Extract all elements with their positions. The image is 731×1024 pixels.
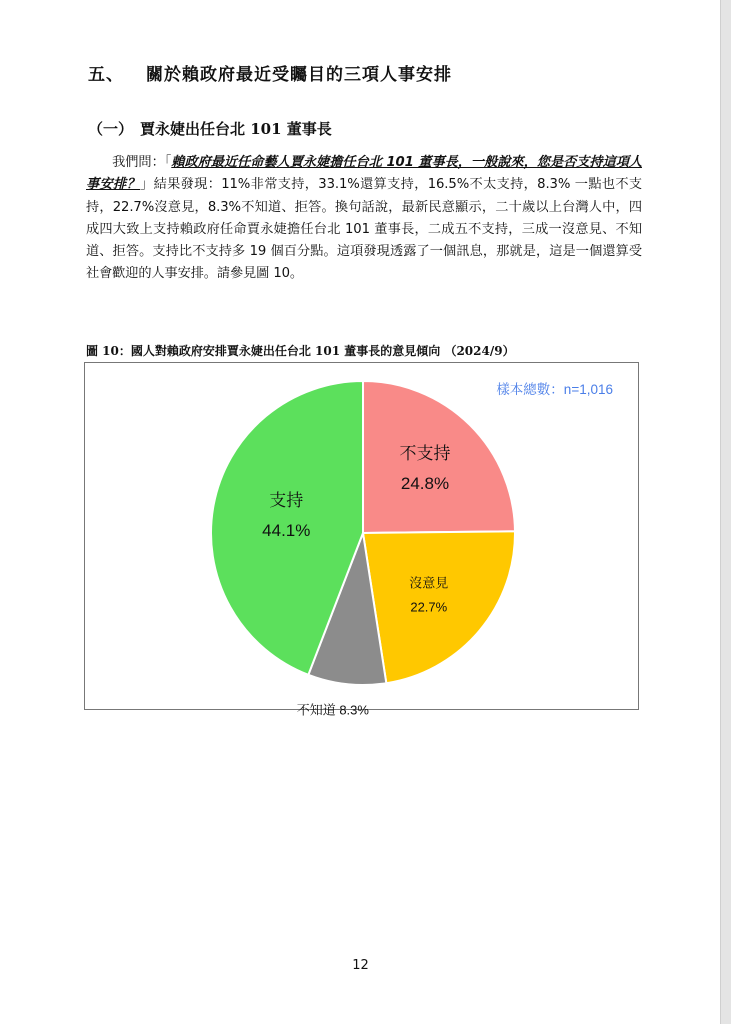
chart-frame <box>84 362 639 718</box>
slice-label-4: 支持 <box>269 490 304 510</box>
slice-value-2: 22.7% <box>410 599 448 615</box>
section-heading <box>88 60 452 85</box>
section-number: 五、 <box>88 65 124 85</box>
slice-label-2: 沒意見 <box>409 575 449 591</box>
page-edge <box>720 0 731 1024</box>
survey-question: 賴政府最近任命藝人賈永婕擔任台北 101 董事長，一般說來，您是否支持這項人事安排？ <box>86 155 642 193</box>
subsection-heading <box>88 118 332 139</box>
slice-label-1: 不支持 <box>399 443 451 463</box>
subsection-title: 賈永婕出任台北 101 董事長 <box>140 120 332 138</box>
paragraph-lead: 我們問：「 <box>112 155 172 170</box>
page-number: 12 <box>352 958 369 973</box>
figure-caption: 圖 10：國人對賴政府安排賈永婕出任台北 101 董事長的意見傾向 （2024/9） <box>86 344 515 358</box>
slice-label-3: 不知道 8.3% <box>296 702 369 718</box>
paragraph-body: 」結果發現：11%非常支持，33.1%還算支持，16.5%不太支持，8.3% 一點也不支持，22.7%沒意見，8.3%不知道、拒答。換句話說，最新民意顯示，二十歲以上台灣人中，四成四大致上支持賴政府任命賈永婕擔任台北 101 董事長，二成五不支持，三成一沒意見、不知道、拒答。支持比不支持多 19 個百分點。這項發現透露了一個訊息，那就是，這是一個還算受社會歡迎的人事安排。請參見圖 10。 <box>86 177 642 282</box>
subsection-number: （一） <box>88 120 134 138</box>
slice-value-1: 24.8% <box>400 473 450 493</box>
pie-chart <box>85 363 638 718</box>
sample-size-label: 樣本總數：n=1,016 <box>496 382 613 397</box>
body-paragraph <box>86 152 642 286</box>
section-title: 關於賴政府最近受矚目的三項人事安排 <box>146 65 452 85</box>
slice-value-4: 44.1% <box>262 520 311 540</box>
